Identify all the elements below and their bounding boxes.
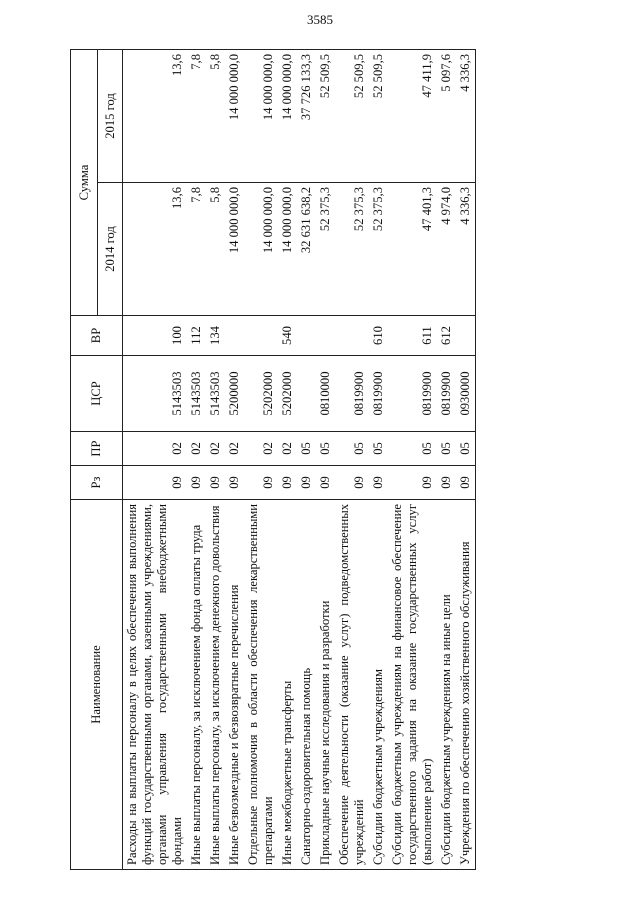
cell-name: Субсидии бюджетным учреждениям на финансовое обеспечение государственного задания на оказание государственных услуг (выполнение работ) bbox=[388, 500, 437, 870]
cell-2015: 37 726 133,3 bbox=[297, 49, 316, 182]
cell-2015: 5 097,6 bbox=[437, 49, 456, 182]
cell-pr: 05 bbox=[437, 432, 456, 466]
cell-csr: 0819900 bbox=[369, 356, 388, 432]
cell-2014: 47 401,3 bbox=[388, 183, 437, 316]
cell-vr: 612 bbox=[437, 316, 456, 356]
cell-name: Отдельные полномочия в области обеспечения лекарственными препаратами bbox=[244, 500, 278, 870]
cell-name: Иные межбюджетные трансферты bbox=[278, 500, 297, 870]
cell-vr bbox=[297, 316, 316, 356]
cell-csr: 5143503 bbox=[187, 356, 206, 432]
cell-pr: 02 bbox=[278, 432, 297, 466]
cell-2014: 52 375,3 bbox=[316, 183, 335, 316]
cell-rz: 09 bbox=[335, 466, 369, 500]
cell-vr: 134 bbox=[206, 316, 225, 356]
cell-2014: 52 375,3 bbox=[335, 183, 369, 316]
cell-rz: 09 bbox=[225, 466, 244, 500]
cell-2014: 5,8 bbox=[206, 183, 225, 316]
cell-pr: 05 bbox=[316, 432, 335, 466]
cell-2014: 4 336,3 bbox=[456, 183, 476, 316]
cell-csr: 5200000 bbox=[225, 356, 244, 432]
cell-pr: 02 bbox=[187, 432, 206, 466]
cell-vr bbox=[244, 316, 278, 356]
cell-vr: 611 bbox=[388, 316, 437, 356]
cell-rz: 09 bbox=[316, 466, 335, 500]
cell-vr: 112 bbox=[187, 316, 206, 356]
cell-rz: 09 bbox=[369, 466, 388, 500]
cell-csr: 0819900 bbox=[335, 356, 369, 432]
cell-pr: 02 bbox=[206, 432, 225, 466]
budget-table bbox=[70, 49, 476, 870]
header-2015: 2015 год bbox=[98, 49, 123, 182]
cell-2015: 7,8 bbox=[187, 49, 206, 182]
table-row bbox=[278, 49, 297, 869]
header-sum: Сумма bbox=[71, 49, 98, 315]
cell-vr bbox=[225, 316, 244, 356]
table-row bbox=[123, 49, 188, 869]
cell-csr: 0819900 bbox=[388, 356, 437, 432]
cell-vr: 100 bbox=[123, 316, 188, 356]
cell-2015: 52 509,5 bbox=[335, 49, 369, 182]
rotated-table-wrapper bbox=[70, 50, 590, 870]
cell-pr: 02 bbox=[244, 432, 278, 466]
cell-2014: 7,8 bbox=[187, 183, 206, 316]
cell-2015: 47 411,9 bbox=[388, 49, 437, 182]
table-row bbox=[297, 49, 316, 869]
cell-name: Иные выплаты персоналу, за исключением фонда оплаты труда bbox=[187, 500, 206, 870]
table-row bbox=[335, 49, 369, 869]
cell-rz: 09 bbox=[206, 466, 225, 500]
table-row bbox=[437, 49, 456, 869]
cell-pr: 05 bbox=[369, 432, 388, 466]
cell-2014: 4 974,0 bbox=[437, 183, 456, 316]
cell-vr: 610 bbox=[369, 316, 388, 356]
cell-pr: 05 bbox=[388, 432, 437, 466]
cell-2015: 52 509,5 bbox=[316, 49, 335, 182]
cell-csr: 0819900 bbox=[437, 356, 456, 432]
cell-pr: 05 bbox=[456, 432, 476, 466]
cell-pr: 05 bbox=[335, 432, 369, 466]
table-row bbox=[369, 49, 388, 869]
cell-2015: 13,6 bbox=[123, 49, 188, 182]
header-name: Наименование bbox=[71, 500, 123, 870]
cell-2014: 52 375,3 bbox=[369, 183, 388, 316]
table-row bbox=[206, 49, 225, 869]
cell-2014: 13,6 bbox=[123, 183, 188, 316]
cell-2015: 4 336,3 bbox=[456, 49, 476, 182]
cell-csr: 0810000 bbox=[316, 356, 335, 432]
table-row bbox=[244, 49, 278, 869]
cell-name: Прикладные научные исследования и разработки bbox=[316, 500, 335, 870]
cell-vr bbox=[335, 316, 369, 356]
cell-2015: 52 509,5 bbox=[369, 49, 388, 182]
cell-2015: 14 000 000,0 bbox=[278, 49, 297, 182]
cell-csr: 5143503 bbox=[123, 356, 188, 432]
cell-2014: 14 000 000,0 bbox=[278, 183, 297, 316]
cell-rz: 09 bbox=[456, 466, 476, 500]
cell-vr: 540 bbox=[278, 316, 297, 356]
cell-rz: 09 bbox=[388, 466, 437, 500]
cell-rz: 09 bbox=[187, 466, 206, 500]
cell-vr bbox=[456, 316, 476, 356]
cell-name: Иные безвозмездные и безвозвратные перечисления bbox=[225, 500, 244, 870]
cell-rz: 09 bbox=[244, 466, 278, 500]
cell-2014: 32 631 638,2 bbox=[297, 183, 316, 316]
header-vr: ВР bbox=[71, 316, 123, 356]
cell-name: Обеспечение деятельности (оказание услуг) подведомственных учреждений bbox=[335, 500, 369, 870]
cell-name: Субсидии бюджетным учреждениям на иные цели bbox=[437, 500, 456, 870]
cell-name: Учреждения по обеспечению хозяйственного обслуживания bbox=[456, 500, 476, 870]
cell-csr bbox=[297, 356, 316, 432]
table-row bbox=[225, 49, 244, 869]
table-row bbox=[388, 49, 437, 869]
cell-name: Санаторно-оздоровительная помощь bbox=[297, 500, 316, 870]
cell-rz: 09 bbox=[278, 466, 297, 500]
header-pr: ПР bbox=[71, 432, 123, 466]
cell-vr bbox=[316, 316, 335, 356]
table-header bbox=[71, 49, 123, 869]
cell-2015: 14 000 000,0 bbox=[225, 49, 244, 182]
header-rz: Рз bbox=[71, 466, 123, 500]
table-row bbox=[456, 49, 476, 869]
table-row bbox=[316, 49, 335, 869]
header-csr: ЦСР bbox=[71, 356, 123, 432]
cell-name: Иные выплаты персоналу, за исключением денежного довольствия bbox=[206, 500, 225, 870]
cell-pr: 05 bbox=[297, 432, 316, 466]
cell-csr: 0930000 bbox=[456, 356, 476, 432]
cell-name: Субсидии бюджетным учреждениям bbox=[369, 500, 388, 870]
cell-csr: 5143503 bbox=[206, 356, 225, 432]
cell-pr: 02 bbox=[225, 432, 244, 466]
cell-2014: 14 000 000,0 bbox=[225, 183, 244, 316]
cell-csr: 5202000 bbox=[244, 356, 278, 432]
cell-2014: 14 000 000,0 bbox=[244, 183, 278, 316]
cell-2015: 5,8 bbox=[206, 49, 225, 182]
cell-csr: 5202000 bbox=[278, 356, 297, 432]
cell-rz: 09 bbox=[123, 466, 188, 500]
cell-2015: 14 000 000,0 bbox=[244, 49, 278, 182]
cell-rz: 09 bbox=[437, 466, 456, 500]
table-body bbox=[123, 49, 476, 869]
cell-pr: 02 bbox=[123, 432, 188, 466]
header-2014: 2014 год bbox=[98, 183, 123, 316]
table-row bbox=[187, 49, 206, 869]
cell-name: Расходы на выплаты персоналу в целях обеспечения выполнения функций государственными органами, казенными учреждениями, органами управления государственными внебюджетными фондами bbox=[123, 500, 188, 870]
page-number: 3585 bbox=[307, 12, 333, 27]
cell-rz: 09 bbox=[297, 466, 316, 500]
